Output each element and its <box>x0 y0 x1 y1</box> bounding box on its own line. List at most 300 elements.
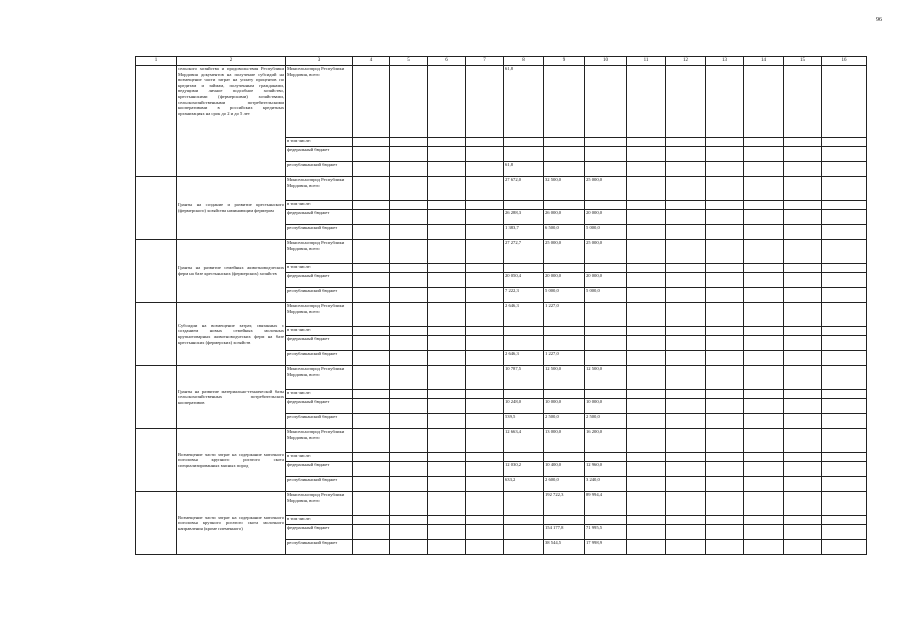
cell-index <box>136 240 177 303</box>
col-header: 9 <box>544 57 585 66</box>
cell-empty <box>627 147 666 162</box>
cell-empty <box>666 414 706 429</box>
cell-empty <box>822 540 867 555</box>
cell-funding-source: республиканский бюджет <box>286 477 353 492</box>
cell-value-col9: 5 000,0 <box>544 288 585 303</box>
cell-empty <box>666 351 706 366</box>
cell-empty <box>428 273 466 288</box>
cell-funding-source: федеральный бюджет <box>286 147 353 162</box>
cell-empty <box>706 240 744 264</box>
cell-empty <box>822 366 867 390</box>
cell-empty <box>466 399 504 414</box>
cell-value-col8: 539,5 <box>504 414 544 429</box>
cell-value-col10: 2 500,0 <box>585 414 627 429</box>
cell-empty <box>706 390 744 399</box>
cell-empty <box>666 210 706 225</box>
cell-funding-source: Минсельхозпрод Республики Мордовия, всего <box>286 66 353 138</box>
cell-empty <box>353 201 390 210</box>
cell-empty <box>428 351 466 366</box>
cell-value-col8 <box>504 327 544 336</box>
cell-empty <box>466 336 504 351</box>
cell-empty <box>627 492 666 516</box>
cell-empty <box>627 477 666 492</box>
cell-empty <box>706 327 744 336</box>
cell-empty <box>784 264 822 273</box>
cell-funding-source: Минсельхозпрод Республики Мордовия, всего <box>286 240 353 264</box>
cell-empty <box>744 201 784 210</box>
cell-empty <box>353 66 390 138</box>
cell-value-col10 <box>585 336 627 351</box>
cell-value-col9 <box>544 66 585 138</box>
cell-empty <box>390 303 428 327</box>
cell-empty <box>784 516 822 525</box>
cell-value-col9 <box>544 336 585 351</box>
cell-value-col9: 2 500,0 <box>544 414 585 429</box>
cell-empty <box>744 462 784 477</box>
cell-funding-source: федеральный бюджет <box>286 462 353 477</box>
cell-empty <box>627 351 666 366</box>
cell-empty <box>390 336 428 351</box>
cell-value-col8 <box>504 138 544 147</box>
cell-value-col8 <box>504 264 544 273</box>
cell-value-col9: 13 000,0 <box>544 429 585 453</box>
cell-value-col10 <box>585 453 627 462</box>
cell-empty <box>428 399 466 414</box>
cell-value-col8: 2 646,3 <box>504 351 544 366</box>
cell-empty <box>666 273 706 288</box>
cell-empty <box>706 288 744 303</box>
cell-empty <box>784 336 822 351</box>
cell-empty <box>353 462 390 477</box>
cell-empty <box>706 210 744 225</box>
cell-empty <box>466 366 504 390</box>
cell-empty <box>822 225 867 240</box>
page-number: 96 <box>876 17 882 23</box>
cell-index <box>136 66 177 177</box>
cell-empty <box>822 177 867 201</box>
cell-value-col10 <box>585 138 627 147</box>
cell-empty <box>822 462 867 477</box>
cell-empty <box>706 177 744 201</box>
cell-empty <box>627 177 666 201</box>
cell-value-col10: 12 500,0 <box>585 366 627 390</box>
cell-funding-source: Минсельхозпрод Республики Мордовия, всего <box>286 177 353 201</box>
cell-value-col8 <box>504 147 544 162</box>
cell-empty <box>822 162 867 177</box>
cell-empty <box>627 264 666 273</box>
cell-empty <box>627 366 666 390</box>
table-row <box>136 66 867 138</box>
table-row <box>136 303 867 327</box>
cell-empty <box>784 177 822 201</box>
cell-empty <box>627 201 666 210</box>
cell-empty <box>466 138 504 147</box>
cell-index <box>136 303 177 366</box>
cell-empty <box>627 525 666 540</box>
cell-empty <box>390 414 428 429</box>
cell-value-col9: 12 500,0 <box>544 366 585 390</box>
cell-empty <box>353 177 390 201</box>
cell-empty <box>784 138 822 147</box>
cell-value-col9 <box>544 147 585 162</box>
cell-value-col10 <box>585 147 627 162</box>
cell-empty <box>666 525 706 540</box>
cell-empty <box>627 66 666 138</box>
cell-empty <box>353 240 390 264</box>
cell-funding-source: республиканский бюджет <box>286 288 353 303</box>
cell-empty <box>784 273 822 288</box>
cell-empty <box>822 264 867 273</box>
cell-empty <box>353 210 390 225</box>
cell-empty <box>390 351 428 366</box>
cell-empty <box>466 240 504 264</box>
cell-empty <box>466 390 504 399</box>
cell-value-col8: 1 383,7 <box>504 225 544 240</box>
cell-value-col8 <box>504 525 544 540</box>
cell-empty <box>428 453 466 462</box>
cell-empty <box>744 264 784 273</box>
cell-value-col8: 27 272,7 <box>504 240 544 264</box>
cell-value-col10 <box>585 162 627 177</box>
cell-empty <box>627 540 666 555</box>
cell-empty <box>666 288 706 303</box>
table-row <box>136 366 867 390</box>
cell-empty <box>428 225 466 240</box>
cell-empty <box>666 453 706 462</box>
cell-empty <box>744 366 784 390</box>
cell-empty <box>784 477 822 492</box>
cell-empty <box>390 264 428 273</box>
cell-empty <box>353 366 390 390</box>
cell-empty <box>744 336 784 351</box>
cell-empty <box>784 540 822 555</box>
cell-empty <box>784 429 822 453</box>
cell-empty <box>784 225 822 240</box>
cell-empty <box>822 240 867 264</box>
cell-empty <box>466 351 504 366</box>
cell-value-col10 <box>585 351 627 366</box>
cell-empty <box>744 177 784 201</box>
cell-empty <box>744 225 784 240</box>
cell-value-col9: 192 722,3 <box>544 492 585 516</box>
cell-empty <box>466 177 504 201</box>
cell-empty <box>627 327 666 336</box>
cell-empty <box>706 366 744 390</box>
cell-value-col9 <box>544 138 585 147</box>
cell-value-col9 <box>544 327 585 336</box>
cell-funding-source: федеральный бюджет <box>286 525 353 540</box>
cell-value-col10: 16 200,0 <box>585 429 627 453</box>
cell-value-col10: 71 995,5 <box>585 525 627 540</box>
cell-empty <box>744 162 784 177</box>
cell-empty <box>390 453 428 462</box>
cell-empty <box>466 429 504 453</box>
cell-funding-source: федеральный бюджет <box>286 210 353 225</box>
cell-value-col10 <box>585 390 627 399</box>
cell-empty <box>706 225 744 240</box>
cell-value-col8: 61,8 <box>504 162 544 177</box>
cell-value-col10 <box>585 66 627 138</box>
cell-value-col9: 38 544,5 <box>544 540 585 555</box>
cell-empty <box>822 210 867 225</box>
cell-empty <box>390 492 428 516</box>
cell-empty <box>744 288 784 303</box>
cell-empty <box>428 210 466 225</box>
cell-funding-source: федеральный бюджет <box>286 336 353 351</box>
cell-empty <box>822 303 867 327</box>
cell-empty <box>784 492 822 516</box>
cell-index <box>136 177 177 240</box>
cell-funding-source: республиканский бюджет <box>286 540 353 555</box>
cell-empty <box>666 516 706 525</box>
budget-table <box>135 56 867 555</box>
cell-empty <box>353 303 390 327</box>
cell-value-col10: 25 000,0 <box>585 240 627 264</box>
cell-value-col10 <box>585 327 627 336</box>
cell-empty <box>466 453 504 462</box>
cell-empty <box>353 390 390 399</box>
cell-empty <box>706 540 744 555</box>
cell-funding-source: в том числе: <box>286 201 353 210</box>
cell-value-col9: 32 500,0 <box>544 177 585 201</box>
cell-empty <box>627 210 666 225</box>
cell-empty <box>784 66 822 138</box>
cell-empty <box>353 273 390 288</box>
cell-empty <box>466 288 504 303</box>
cell-empty <box>666 201 706 210</box>
cell-empty <box>390 210 428 225</box>
cell-empty <box>390 525 428 540</box>
cell-empty <box>706 336 744 351</box>
cell-funding-source: в том числе: <box>286 327 353 336</box>
cell-value-col10: 5 000,0 <box>585 288 627 303</box>
cell-empty <box>466 273 504 288</box>
cell-value-col9: 154 177,8 <box>544 525 585 540</box>
cell-empty <box>353 351 390 366</box>
cell-empty <box>706 147 744 162</box>
cell-value-col8 <box>504 390 544 399</box>
cell-empty <box>466 201 504 210</box>
cell-empty <box>822 414 867 429</box>
cell-empty <box>627 399 666 414</box>
cell-value-col8: 633,2 <box>504 477 544 492</box>
cell-empty <box>706 453 744 462</box>
cell-empty <box>390 201 428 210</box>
cell-empty <box>822 288 867 303</box>
cell-value-col9: 25 000,0 <box>544 240 585 264</box>
cell-empty <box>627 390 666 399</box>
cell-empty <box>744 540 784 555</box>
cell-empty <box>706 273 744 288</box>
cell-empty <box>822 147 867 162</box>
cell-value-col8 <box>504 492 544 516</box>
cell-empty <box>666 390 706 399</box>
cell-empty <box>744 147 784 162</box>
cell-empty <box>784 303 822 327</box>
cell-value-col9: 20 000,0 <box>544 273 585 288</box>
cell-funding-source: Минсельхозпрод Республики Мордовия, всего <box>286 366 353 390</box>
cell-empty <box>390 147 428 162</box>
cell-empty <box>784 327 822 336</box>
cell-empty <box>428 516 466 525</box>
cell-value-col9: 1 227,0 <box>544 351 585 366</box>
cell-empty <box>744 303 784 327</box>
cell-empty <box>428 201 466 210</box>
cell-empty <box>466 225 504 240</box>
col-header: 4 <box>353 57 390 66</box>
cell-empty <box>706 162 744 177</box>
cell-empty <box>744 138 784 147</box>
cell-empty <box>627 225 666 240</box>
cell-empty <box>466 414 504 429</box>
cell-empty <box>390 462 428 477</box>
cell-empty <box>666 336 706 351</box>
cell-value-col8 <box>504 201 544 210</box>
cell-empty <box>822 399 867 414</box>
cell-empty <box>706 477 744 492</box>
cell-value-col8: 27 672,0 <box>504 177 544 201</box>
cell-empty <box>390 240 428 264</box>
cell-empty <box>744 273 784 288</box>
cell-empty <box>666 147 706 162</box>
cell-value-col9 <box>544 390 585 399</box>
cell-value-col10 <box>585 303 627 327</box>
cell-empty <box>627 240 666 264</box>
col-header: 1 <box>136 57 177 66</box>
cell-empty <box>353 477 390 492</box>
cell-funding-source: Минсельхозпрод Республики Мордовия, всего <box>286 429 353 453</box>
cell-empty <box>353 225 390 240</box>
cell-funding-source: федеральный бюджет <box>286 273 353 288</box>
cell-empty <box>466 492 504 516</box>
cell-measure-name: сельского хозяйства и продовольствия Республики Мордовия документов на получение субсидий на возмещение части затрат на уплату процентов по кредитам и займам, полученным гражданами, ведущими личное подсобное хозяйство, крестьянскими (фермерскими) хозяйствами, сельскохозяйственными потребительскими кооперативами в российских кредитных организациях на срок до 2 и до 5 лет <box>177 66 286 177</box>
cell-empty <box>666 366 706 390</box>
cell-empty <box>706 414 744 429</box>
cell-funding-source: Минсельхозпрод Республики Мордовия, всего <box>286 492 353 516</box>
cell-empty <box>627 288 666 303</box>
cell-empty <box>706 399 744 414</box>
cell-value-col10: 5 000,0 <box>585 225 627 240</box>
cell-empty <box>627 273 666 288</box>
cell-empty <box>784 414 822 429</box>
cell-empty <box>428 147 466 162</box>
cell-empty <box>390 177 428 201</box>
cell-empty <box>466 540 504 555</box>
cell-value-col8: 20 050,4 <box>504 273 544 288</box>
cell-empty <box>466 147 504 162</box>
cell-empty <box>666 429 706 453</box>
cell-empty <box>666 264 706 273</box>
cell-empty <box>744 399 784 414</box>
cell-empty <box>428 177 466 201</box>
cell-value-col8 <box>504 453 544 462</box>
col-header: 14 <box>744 57 784 66</box>
cell-empty <box>706 429 744 453</box>
cell-empty <box>666 399 706 414</box>
cell-value-col9: 10 400,0 <box>544 462 585 477</box>
cell-empty <box>466 477 504 492</box>
cell-empty <box>466 303 504 327</box>
cell-empty <box>353 429 390 453</box>
cell-value-col8: 7 222,3 <box>504 288 544 303</box>
cell-empty <box>744 414 784 429</box>
cell-value-col10 <box>585 264 627 273</box>
cell-empty <box>428 366 466 390</box>
cell-empty <box>353 138 390 147</box>
cell-empty <box>822 429 867 453</box>
cell-funding-source: в том числе: <box>286 138 353 147</box>
cell-empty <box>822 336 867 351</box>
cell-empty <box>822 273 867 288</box>
col-header: 5 <box>390 57 428 66</box>
cell-funding-source: в том числе: <box>286 516 353 525</box>
cell-empty <box>428 492 466 516</box>
cell-empty <box>784 351 822 366</box>
cell-empty <box>627 516 666 525</box>
cell-empty <box>390 540 428 555</box>
col-header: 10 <box>585 57 627 66</box>
cell-empty <box>784 399 822 414</box>
cell-empty <box>390 399 428 414</box>
cell-value-col10: 12 960,0 <box>585 462 627 477</box>
cell-value-col9 <box>544 162 585 177</box>
cell-empty <box>428 414 466 429</box>
cell-value-col9: 10 000,0 <box>544 399 585 414</box>
cell-empty <box>666 138 706 147</box>
cell-empty <box>706 138 744 147</box>
cell-empty <box>428 462 466 477</box>
cell-value-col8: 10 248,0 <box>504 399 544 414</box>
cell-empty <box>666 240 706 264</box>
cell-value-col9: 2 600,0 <box>544 477 585 492</box>
cell-empty <box>744 210 784 225</box>
cell-index <box>136 492 177 555</box>
cell-empty <box>666 540 706 555</box>
col-header: 11 <box>627 57 666 66</box>
cell-empty <box>784 390 822 399</box>
cell-empty <box>744 516 784 525</box>
cell-empty <box>666 492 706 516</box>
cell-empty <box>428 327 466 336</box>
cell-empty <box>784 462 822 477</box>
cell-empty <box>627 303 666 327</box>
cell-empty <box>390 225 428 240</box>
cell-value-col8 <box>504 336 544 351</box>
col-header: 16 <box>822 57 867 66</box>
cell-empty <box>784 147 822 162</box>
cell-value-col10: 25 000,0 <box>585 177 627 201</box>
cell-value-col8: 26 288,3 <box>504 210 544 225</box>
cell-empty <box>466 264 504 273</box>
cell-empty <box>353 492 390 516</box>
cell-value-col10 <box>585 516 627 525</box>
cell-measure-name: Возмещение части затрат на содержание маточного поголовья крупного рогатого скота молочного направления (кроме племенного) <box>177 492 286 555</box>
cell-empty <box>784 525 822 540</box>
cell-empty <box>744 390 784 399</box>
cell-empty <box>466 66 504 138</box>
cell-empty <box>353 288 390 303</box>
cell-empty <box>466 162 504 177</box>
cell-empty <box>666 162 706 177</box>
col-header: 6 <box>428 57 466 66</box>
cell-empty <box>706 66 744 138</box>
cell-value-col9 <box>544 516 585 525</box>
cell-empty <box>353 264 390 273</box>
cell-empty <box>744 477 784 492</box>
cell-empty <box>666 177 706 201</box>
cell-funding-source: республиканский бюджет <box>286 162 353 177</box>
cell-empty <box>784 453 822 462</box>
